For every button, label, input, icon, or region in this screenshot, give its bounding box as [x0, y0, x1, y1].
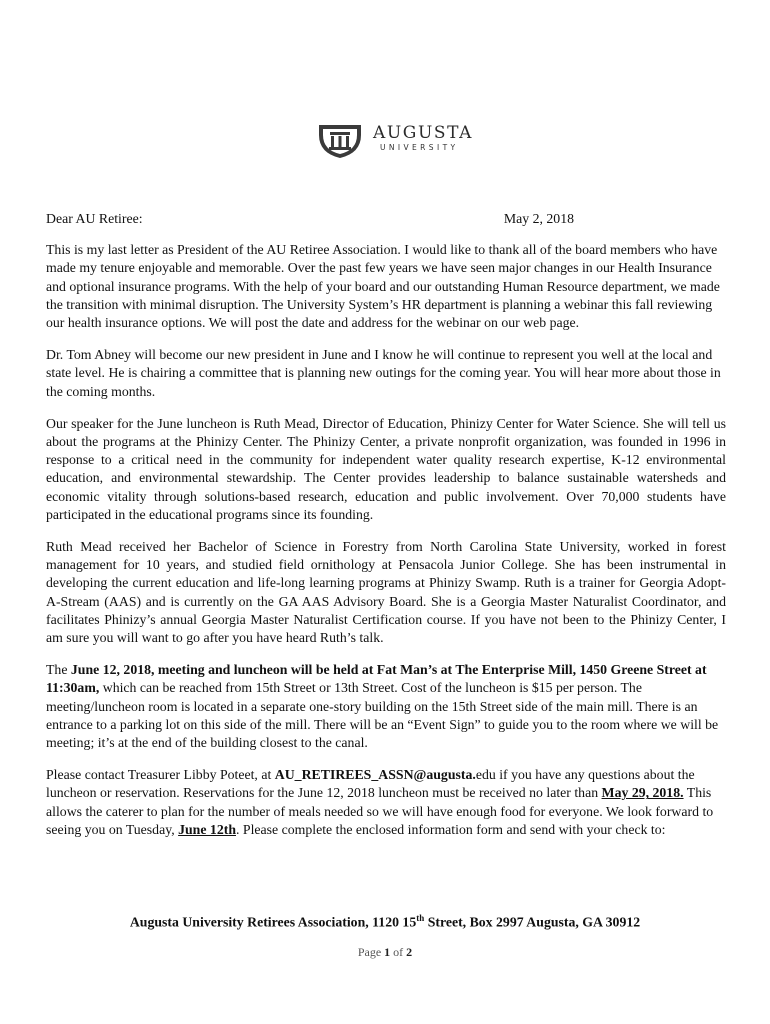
address-ordinal: th	[416, 913, 425, 923]
logo-subtitle: UNIVERSITY	[380, 143, 459, 152]
luncheon-event-info: June 12, 2018, meeting and luncheon will be held at Fat Man’s at The Enterprise Mill, 1450 Greene Street at 11:30am,	[46, 662, 707, 696]
augusta-university-logo	[317, 123, 507, 159]
address-part-2: Street, Box 2997 Augusta, GA 30912	[424, 914, 641, 930]
reservations-text-2: if you have any questions about the luncheon or reservation. Reservations for the June 12, 2018 luncheon must be received no later than	[46, 767, 695, 801]
page-of: of	[390, 945, 407, 959]
address-part-1: Augusta University Retirees Association, 1120 15	[129, 914, 417, 930]
letter-date: May 2, 2018	[503, 211, 574, 226]
mailing-address	[0, 913, 770, 931]
contact-email-link[interactable]: AU_RETIREES_ASSN@augusta.	[274, 767, 476, 783]
luncheon-text-rest: which can be reached from 15th Street or 13th Street. Cost of the luncheon is $15 per person. The meeting/luncheon room is located in a separate one-story building on the 15th Street side of the main mill. There is an entrance to a parking lot on this side of the mill. There will be an “Event Sign” to guide you to the room where we will be meeting; it’s at the end of the building closest to the canal.	[46, 680, 719, 751]
luncheon-text-pre: The	[46, 662, 71, 678]
paragraph-new-president: Dr. Tom Abney will become our new president in June and I know he will continue to represent you well at the local and state level. He is chairing a committee that is planning new outings for the coming year. You will hear more about those in the coming months.	[46, 347, 721, 399]
page-number	[0, 945, 770, 960]
paragraph-speaker: Our speaker for the June luncheon is Ruth Mead, Director of Education, Phinizy Center for Water Science. She will tell us about the programs at the Phinizy Center. The Phinizy Center, a private nonprofit organization, was founded in 1996 in response to a critical need in the community for independent water quality research expertise, K-12 environmental education, and environmental stewardship. The Center provides leadership to balance sustainable watersheds and economic vitality through solutions-based research, education and public involvement. Over 70,000 students have participated in the educational programs since its founding.	[46, 415, 726, 522]
contact-email-domain: edu	[475, 767, 496, 783]
salutation: Dear AU Retiree:	[46, 211, 143, 226]
logo-name: AUGUSTA	[373, 123, 474, 143]
paragraph-luncheon-details	[46, 661, 726, 752]
salutation-row	[46, 210, 726, 228]
letter-body	[46, 210, 726, 853]
page-current: 1	[384, 945, 391, 959]
reservations-text-3: This allows the caterer to plan for the number of meals needed so we will have enough food for everyone. We look forward to seeing you on Tuesday,	[46, 785, 714, 837]
logo-emblem-icon	[317, 123, 363, 159]
paragraph-speaker-bio: Ruth Mead received her Bachelor of Science in Forestry from North Carolina State University, worked in forest management for 10 years, and studied field ornithology at Pensacola Junior College. She has been instrumental in developing the current education and life-long learning programs at Phinizy Swamp. Ruth is a trainer for Georgia Adopt-A-Stream (AAS) and is currently on the GA AAS Advisory Board. She is a Georgia Master Naturalist Coordinator, and facilitates Phinizy’s annual Georgia Master Naturalist Certification course. If you have not been to the Phinizy Center, I am sure you will want to go after you have heard Ruth’s talk.	[46, 539, 726, 646]
event-day: June 12th	[178, 821, 236, 837]
page-total: 2	[406, 945, 413, 959]
reservations-text-1: Please contact Treasurer Libby Poteet, at	[46, 767, 275, 783]
reservations-text-4: . Please complete the enclosed information form and send with your check to:	[236, 821, 666, 837]
paragraph-president-farewell: This is my last letter as President of the AU Retiree Association. I would like to thank all of the board members who have made my tenure enjoyable and memorable. Over the past few years we have seen major changes in our Health Insurance and optional insurance programs. With the help of your board and our outstanding Human Resource department, we made the transition with minimal disruption. The University System’s HR department is planning a webinar this fall reviewing our health insurance options. We will post the date and address for the webinar on our web page.	[46, 242, 720, 331]
reservation-deadline: May 29, 2018.	[601, 785, 684, 801]
page-label: Page	[357, 945, 385, 959]
paragraph-reservations	[46, 766, 726, 839]
